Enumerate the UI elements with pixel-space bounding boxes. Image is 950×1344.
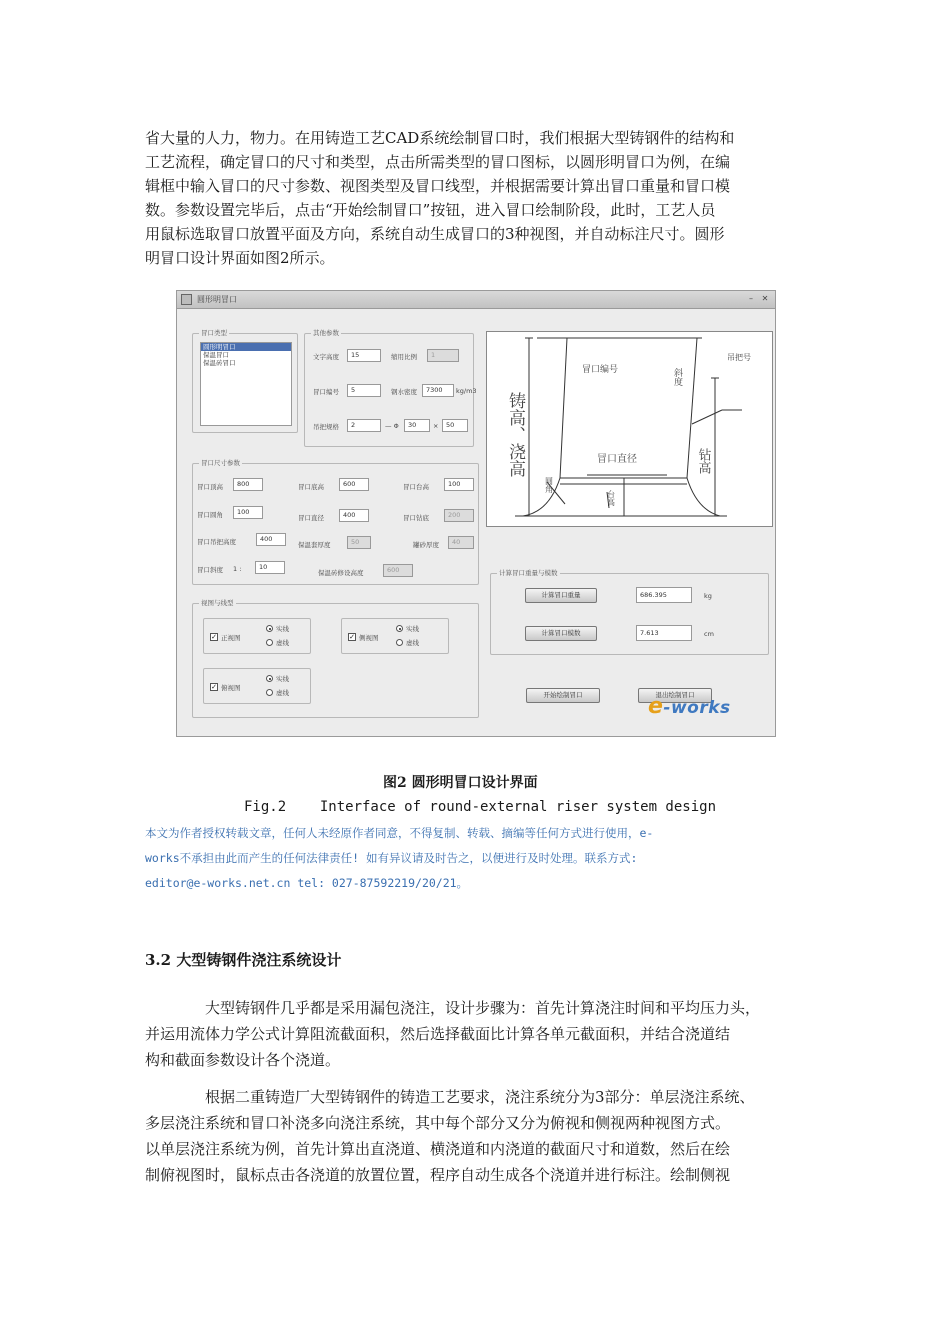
top-height-input[interactable]: 800 [233,478,263,491]
calc-modulus-button[interactable]: 计算冒口模数 [525,626,597,641]
field-label: 冒口底高 [298,483,324,491]
figure-caption-en: Fig.2 Interface of round-external riser system design [244,799,717,815]
view-label: 侧视图 [359,634,379,642]
field-label: 罐砂厚度 [413,541,439,549]
text-height-input[interactable]: 15 [347,349,381,362]
sand-thickness-input[interactable]: 40 [448,536,474,549]
calc-group [490,569,769,655]
list-item[interactable]: 保温砖冒口 [203,359,236,367]
radio-label: 虚线 [406,639,419,647]
radio-label: 实线 [406,625,419,633]
notice-line: works不承担由此而产生的任何法律责任! 如有异议请及时告之，以便进行及时处理。联系方式: [145,851,638,865]
view-linetype-group [192,599,479,718]
weight-unit: kg [704,592,712,600]
field-label: 冒口台高 [403,483,429,491]
bottom-height-input[interactable]: 600 [339,478,369,491]
text-line: 多层浇注系统和冒口补浇多向浇注系统，其中每个部分又分为俯视和侧视两种视图方式。 [145,1114,731,1132]
insulation-input[interactable]: 50 [347,536,371,549]
other-params-group [304,329,477,447]
dialog-title: 圆形明冒口 [197,295,237,304]
slope-input[interactable]: 10 [255,561,285,574]
view-label: 俯视图 [221,684,241,692]
text-line: 大型铸钢件几乎都是采用漏包浇注，设计步骤为：首先计算浇注时间和平均压力头， [205,999,761,1017]
field-label: 冒口直径 [298,514,324,522]
text-line: 辑框中输入冒口的尺寸参数、视图类型及冒口线型，并根据需要计算出冒口重量和冒口模 [145,177,731,195]
text-line: 构和截面参数设计各个浇道。 [145,1051,341,1069]
fillet-text: 圆角 [544,477,554,493]
text-line: 数。参数设置完毕后，点击“开始绘制冒口”按钮，进入冒口绘制阶段，此时，工艺人员 [145,201,716,219]
dashed-radio[interactable] [266,689,273,696]
text-line: 根据二重铸造厂大型铸钢件的铸造工艺要求，浇注系统分为3部分：单层浇注系统、 [205,1088,755,1106]
app-icon [181,294,192,305]
size-params-group [192,459,479,585]
group-label: 冒口尺寸参数 [201,459,240,467]
field-label: 保温砖修设高度 [318,569,364,577]
text-line: 工艺流程，确定冒口的尺寸和类型，点击所需类型的冒口图标，以圆形明冒口为例，在编 [145,153,731,171]
fillet-input[interactable]: 100 [233,506,263,519]
riser-no-label: 冒口编号 [313,388,339,396]
right-height-text: 钻高 [695,448,711,474]
dialog-titlebar [177,291,775,309]
radio-label: 虚线 [276,689,289,697]
scale-input[interactable]: 1 [427,349,459,362]
weight-output[interactable]: 686.395 [636,587,692,603]
list-item[interactable]: 保温冒口 [203,351,229,359]
pad-height-input[interactable]: 100 [444,478,474,491]
field-label: 冒口顶高 [197,483,223,491]
text-line: 省大量的人力，物力。在用铸造工艺CAD系统绘制冒口时，我们根据大型铸钢件的结构和 [145,129,735,147]
radio-label: 实线 [276,625,289,633]
handle-text: 吊把号 [727,353,751,362]
section-heading: 3.2 大型铸钢件浇注系统设计 [145,951,342,969]
spec-label: 吊把规格 [313,423,339,431]
list-item[interactable]: 圆形明冒口 [201,343,291,351]
top-view-checkbox[interactable]: ✓ [211,683,217,691]
diameter-input[interactable]: 400 [339,509,369,522]
modulus-output[interactable]: 7.613 [636,625,692,641]
riser-design-dialog [176,290,776,737]
pad-text: 台高 [606,490,616,506]
group-label: 视图与线型 [201,599,234,607]
e-works-logo: e-works [648,694,731,719]
dashed-radio[interactable] [396,639,403,646]
riser-drawing [487,332,774,528]
field-label: 冒口钻底 [403,514,429,522]
drill-bottom-input[interactable]: 200 [444,509,474,522]
side-view-checkbox[interactable]: ✓ [349,633,355,641]
density-unit: kg/m3 [456,387,477,395]
spec-a-input[interactable]: 2 [347,419,381,432]
close-icon[interactable]: ✕ [761,294,769,303]
riser-diagram [486,331,773,527]
group-label: 冒口类型 [201,329,227,337]
radio-label: 虚线 [276,639,289,647]
view-label: 正视图 [221,634,241,642]
brick-height-input[interactable]: 600 [383,564,413,577]
figure-caption-cn: 图2 圆形明冒口设计界面 [383,775,538,791]
side-view-box [341,618,449,654]
spec-c-input[interactable]: 50 [442,419,468,432]
text-line: 明冒口设计界面如图2所示。 [145,249,335,267]
solid-radio[interactable] [266,675,273,682]
dashed-radio[interactable] [266,639,273,646]
riser-type-list[interactable] [200,342,292,426]
field-label: 冒口圆角 [197,511,223,519]
spec-separator: — Φ [385,422,399,430]
text-height-label: 文字高度 [313,353,339,361]
density-input[interactable]: 7300 [422,384,454,397]
top-view-box [203,668,311,704]
handle-height-input[interactable]: 400 [256,533,286,546]
slope-text: 斜度 [672,368,682,386]
spec-b-input[interactable]: 30 [404,419,430,432]
field-label: 冒口吊把高度 [197,538,236,546]
field-label: 冒口斜度 [197,566,223,574]
minimize-icon[interactable]: – [749,294,753,303]
scale-label: 缩用比例 [391,353,417,361]
notice-line: 本文为作者授权转载文章，任何人未经原作者同意，不得复制、转载、摘编等任何方式进行使用，e- [145,826,654,840]
left-height-text: 铸高、浇高 [505,392,525,477]
riser-no-input[interactable]: 5 [347,384,381,397]
front-view-checkbox[interactable]: ✓ [211,633,217,641]
text-line: 用鼠标选取冒口放置平面及方向，系统自动生成冒口的3种视图，并自动标注尺寸。圆形 [145,225,725,243]
intro-paragraph [145,126,805,270]
section-paragraph [145,995,805,1073]
text-line: 并运用流体力学公式计算阻流截面积，然后选择截面比计算各单元截面积，并结合浇道结 [145,1025,731,1043]
text-line: 以单层浇注系统为例，首先计算出直浇道、横浇道和内浇道的截面尺寸和道数，然后在绘 [145,1140,731,1158]
group-label: 计算冒口重量与模数 [499,569,558,577]
riser-no-text: 冒口编号 [582,365,619,375]
modulus-unit: cm [704,630,714,638]
field-label: 保温套厚度 [298,541,331,549]
density-label: 钢水密度 [391,388,417,396]
front-view-box [203,618,311,654]
group-label: 其他参数 [313,329,339,337]
section-paragraph [145,1084,805,1188]
riser-type-group [192,329,298,433]
text-line: 制俯视图时，鼠标点击各浇道的放置位置，程序自动生成各个浇道并进行标注。绘制侧视 [145,1166,731,1184]
copyright-notice [145,821,785,896]
solid-radio[interactable] [266,625,273,632]
diameter-text: 冒口直径 [597,454,637,465]
solid-radio[interactable] [396,625,403,632]
exit-draw-button[interactable]: 退出绘制冒口 [638,688,712,703]
radio-label: 实线 [276,675,289,683]
notice-line: editor@e-works.net.cn tel: 027-87592219/20/21。 [145,876,469,890]
calc-weight-button[interactable]: 计算冒口重量 [525,588,597,603]
slope-prefix: 1 : [233,565,242,573]
start-draw-button[interactable]: 开始绘制冒口 [526,688,600,703]
spec-separator: × [433,422,439,430]
